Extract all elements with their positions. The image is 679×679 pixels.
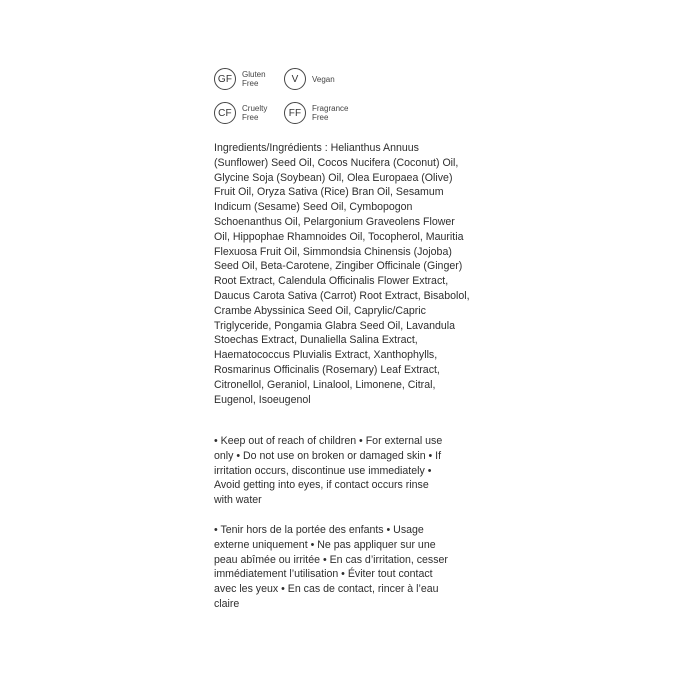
- gluten-free-label: Gluten Free: [242, 70, 266, 88]
- cruelty-free-label: Cruelty Free: [242, 104, 268, 122]
- cruelty-free-badge: [214, 102, 267, 124]
- gluten-free-icon: GF: [214, 68, 236, 90]
- cruelty-free-icon: CF: [214, 102, 236, 124]
- fragrance-free-icon: FF: [284, 102, 306, 124]
- fragrance-free-badge: [284, 102, 348, 124]
- vegan-icon: V: [284, 68, 306, 90]
- ingredients-list: Ingredients/Ingrédients : Helianthus Annuus (Sunflower) Seed Oil, Cocos Nucifera (Coconut) Oil, Glycine Soja (Soybean) Oil, Olea Europaea (Olive) Fruit Oil, Oryza Sativa (Rice) Bran Oil, Sesamum Indicum (Sesame) Seed Oil, Cymbopogon Schoenanthus Oil, Pelargonium Graveolens Flower Oil, Hippophae Rhamnoides Oil, Tocopherol, Mauritia Flexuosa Fruit Oil, Simmondsia Chinensis (Jojoba) Seed Oil, Beta-Carotene, Zingiber Officinale (Ginger) Root Extract, Calendula Officinalis Flower Extract, Daucus Carota Sativa (Carrot) Root Extract, Bisabolol, Crambe Abyssinica Seed Oil, Caprylic/Capric Triglyceride, Pongamia Glabra Seed Oil, Lavandula Stoechas Extract, Dunaliella Salina Extract, Haematococcus Pluvialis Extract, Xanthophylls, Rosmarinus Officinalis (Rosemary) Leaf Extract, Citronellol, Geraniol, Linalool, Limonene, Citral, Eugenol, Isoeugenol: [214, 142, 470, 406]
- warnings-french: • Tenir hors de la portée des enfants • Usage externe uniquement • Ne pas appliquer sur une peau abîmée ou irritée • En cas d’irritation, cesser immédiatement l’utilisation • Éviter tout contact avec les yeux • En cas de contact, rincer à l’eau claire: [214, 524, 448, 610]
- warnings-english: • Keep out of reach of children • For external use only • Do not use on broken or damaged skin • If irritation occurs, discontinue use immediately • Avoid getting into eyes, if contact occurs rinse with water: [214, 435, 443, 507]
- fragrance-free-label: Fragrance Free: [312, 104, 349, 122]
- gluten-free-badge: [214, 68, 266, 90]
- vegan-label: Vegan: [312, 74, 335, 84]
- vegan-badge: [284, 68, 335, 90]
